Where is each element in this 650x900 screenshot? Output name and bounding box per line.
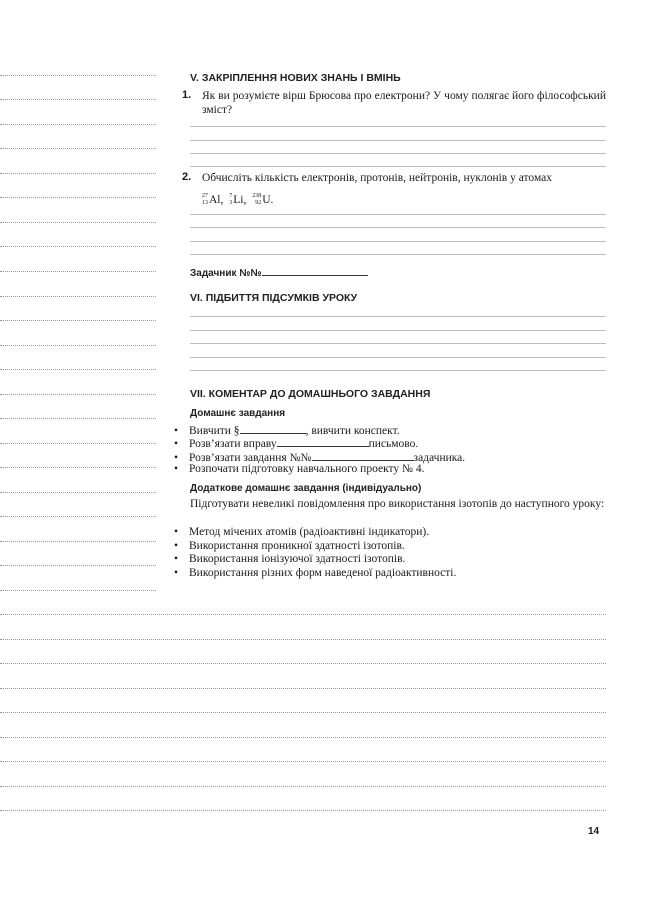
answer-line[interactable] (190, 227, 606, 228)
bullet: • (174, 553, 179, 565)
bullet: • (174, 438, 179, 450)
margin-line (0, 197, 156, 198)
bullet: • (174, 463, 179, 475)
question-1-number: 1. (182, 89, 192, 101)
margin-line (0, 394, 156, 395)
margin-line (0, 320, 156, 321)
homework-item-2: • Розв’язати вправу письмово. (174, 438, 419, 450)
notes-line (0, 663, 606, 664)
question-1-text: Як ви розумієте вірш Брюсова про електрони? У чому полягає його філософський зміст? (202, 90, 606, 116)
answer-line[interactable] (190, 166, 606, 167)
answer-line[interactable] (190, 316, 606, 317)
extra-homework-heading: Додаткове домашнє завдання (індивідуально) (190, 483, 422, 494)
homework-item-3: • Розв’язати завдання №№ задачника. (174, 452, 466, 464)
question-2-number: 2. (182, 171, 192, 183)
nuclide-list (202, 188, 276, 207)
answer-line[interactable] (190, 343, 606, 344)
bullet: • (174, 540, 179, 552)
notes-line (0, 712, 606, 713)
answer-line[interactable] (190, 126, 606, 127)
tasks-blank[interactable] (312, 450, 414, 461)
section-5-heading: V. ЗАКРІПЛЕННЯ НОВИХ ЗНАНЬ І ВМІНЬ (190, 72, 401, 84)
margin-line (0, 345, 156, 346)
margin-line (0, 492, 156, 493)
margin-line (0, 590, 156, 591)
section-7-heading: VII. КОМЕНТАР ДО ДОМАШНЬОГО ЗАВДАННЯ (190, 388, 431, 400)
extra-homework-intro: Підготувати невеликі повідомлення про використання ізотопів до наступного уроку: (190, 498, 605, 510)
margin-line (0, 467, 156, 468)
answer-line[interactable] (190, 330, 606, 331)
homework-item-1: • Вивчити § , вивчити конспект. (174, 425, 400, 437)
margin-line (0, 246, 156, 247)
bullet: • (174, 425, 179, 437)
zadachnyk-blank[interactable] (262, 265, 368, 276)
margin-line (0, 271, 156, 272)
margin-line (0, 369, 156, 370)
bullet: • (174, 567, 179, 579)
margin-line (0, 148, 156, 149)
margin-line (0, 296, 156, 297)
extra-item: • Використання проникної здатності ізотопів. (174, 540, 405, 552)
answer-line[interactable] (190, 140, 606, 141)
notes-line (0, 737, 606, 738)
margin-line (0, 418, 156, 419)
margin-line (0, 222, 156, 223)
notes-line (0, 688, 606, 689)
zadachnyk-label: Задачник №№ (190, 268, 262, 279)
answer-line[interactable] (190, 254, 606, 255)
notes-line (0, 761, 606, 762)
margin-line (0, 541, 156, 542)
nuclide-al: 27 13 Al , (202, 193, 224, 206)
notes-line (0, 786, 606, 787)
extra-item: • Використання різних форм наведеної радіоактивності. (174, 567, 457, 579)
notes-line (0, 639, 606, 640)
bullet: • (174, 526, 179, 538)
notes-line (0, 810, 606, 811)
extra-item: • Метод мічених атомів (радіоактивні індикатори). (174, 526, 430, 538)
margin-line (0, 516, 156, 517)
answer-line[interactable] (190, 370, 606, 371)
homework-item-4: • Розпочати підготовку навчального проекту № 4. (174, 463, 425, 475)
margin-line (0, 75, 156, 76)
homework-heading: Домашнє завдання (190, 408, 286, 419)
extra-item: • Використання іонізуючої здатності ізотопів. (174, 553, 406, 565)
paragraph-blank[interactable] (240, 423, 306, 434)
nuclide-li: 7 3 Li , (229, 193, 247, 206)
margin-line (0, 565, 156, 566)
margin-line (0, 124, 156, 125)
margin-line (0, 443, 156, 444)
notes-line (0, 614, 606, 615)
page-number: 14 (588, 826, 600, 837)
zadachnyk-line (190, 265, 368, 279)
margin-line (0, 99, 156, 100)
exercise-blank[interactable] (277, 436, 369, 447)
answer-line[interactable] (190, 153, 606, 154)
answer-line[interactable] (190, 357, 606, 358)
nuclide-u: 238 92 U . (252, 193, 274, 206)
bullet: • (174, 452, 179, 464)
section-6-heading: VI. ПІДБИТТЯ ПІДСУМКІВ УРОКУ (190, 292, 358, 304)
question-2-text: Обчисліть кількість електронів, протонів, нейтронів, нуклонів у атомах (202, 172, 553, 184)
answer-line[interactable] (190, 214, 606, 215)
answer-line[interactable] (190, 241, 606, 242)
margin-line (0, 173, 156, 174)
